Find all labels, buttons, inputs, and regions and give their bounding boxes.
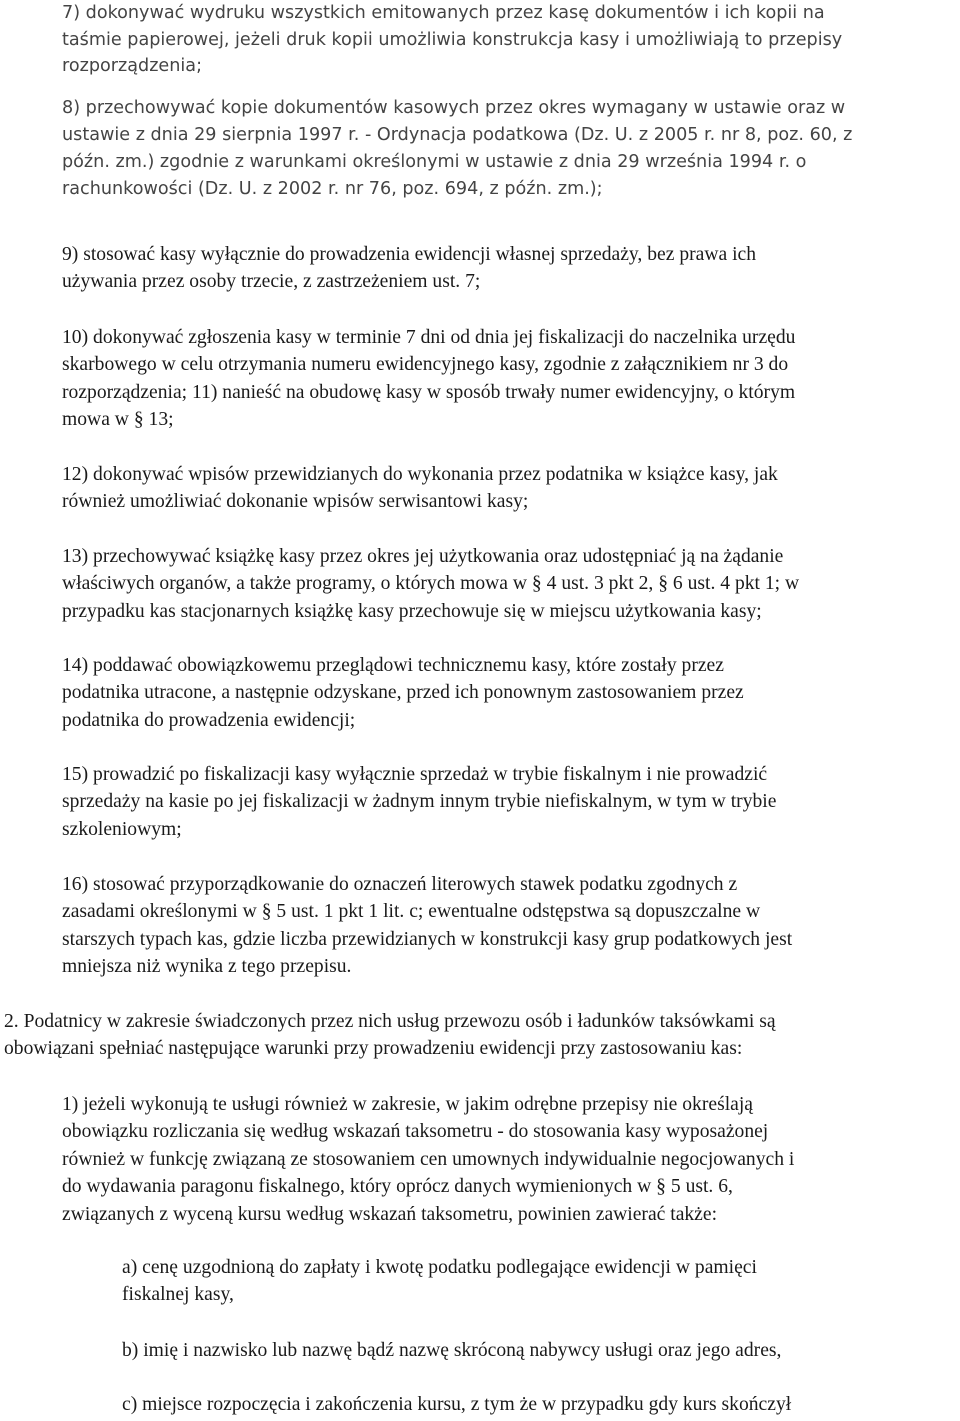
text-line: również umożliwiać dokonanie wpisów serwisantowi kasy; — [62, 491, 529, 513]
text-line: 7) dokonywać wydruku wszystkich emitowanych przez kasę dokumentów i ich kopii na — [62, 3, 825, 23]
text-line: przypadku kas stacjonarnych książkę kasy przechowuje się w miejscu użytkowania kasy; — [62, 600, 762, 622]
text-line: 15) prowadzić po fiskalizacji kasy wyłącznie sprzedaż w trybie fiskalnym i nie prowadzić — [62, 764, 768, 785]
text-line: obowiązani spełniać następujące warunki przy prowadzeniu ewidencji przy zastosowaniu kas: — [4, 1038, 743, 1060]
text-line: 16) stosować przyporządkowanie do oznaczeń literowych stawek podatku zgodnych z — [62, 874, 738, 895]
text-line: 12) dokonywać wpisów przewidzianych do wykonania przez podatnika w książce kasy, jak — [62, 464, 778, 485]
text-line: do wydawania paragonu fiskalnego, który oprócz danych wymienionych w § 5 ust. 6, — [62, 1176, 733, 1198]
paragraph-item-14 — [62, 652, 744, 734]
text-line: starszych typach kas, gdzie liczba przewidzianych w konstrukcji kasy grup podatkowych jest — [62, 928, 793, 950]
section-2-item-1a — [122, 1254, 757, 1309]
text-line: podatnika utracone, a następnie odzyskane, przed ich ponownym zastosowaniem przez — [62, 682, 744, 704]
text-line: podatnika do prowadzenia ewidencji; — [62, 709, 356, 731]
text-line: skarbowego w celu otrzymania numeru ewidencyjnego kasy, zgodnie z załącznikiem nr 3 do — [62, 354, 789, 376]
section-2-heading — [4, 1008, 776, 1063]
text-line: 10) dokonywać zgłoszenia kasy w terminie 7 dni od dnia jej fiskalizacji do naczelnika urzędu — [62, 327, 796, 348]
text-line: 8) przechowywać kopie dokumentów kasowych przez okres wymagany w ustawie oraz w — [62, 98, 846, 118]
paragraph-item-15 — [62, 761, 776, 843]
text-line: 1) jeżeli wykonują te usługi również w zakresie, w jakim odrębne przepisy nie określają — [62, 1094, 753, 1115]
text-line: b) imię i nazwisko lub nazwę bądź nazwę skróconą nabywcy usługi oraz jego adres, — [122, 1340, 782, 1361]
paragraph-item-13 — [62, 543, 799, 625]
text-line: mowa w § 13; — [62, 409, 174, 431]
section-2-item-1b — [122, 1337, 781, 1364]
text-line: c) miejsce rozpoczęcia i zakończenia kursu, z tym że w przypadku gdy kurs skończył — [122, 1394, 792, 1415]
text-line: ustawie z dnia 29 sierpnia 1997 r. - Ordynacja podatkowa (Dz. U. z 2005 r. nr 8, poz. 60, z — [62, 125, 853, 145]
text-line: używania przez osoby trzecie, z zastrzeżeniem ust. 7; — [62, 271, 481, 293]
text-line: 2. Podatnicy w zakresie świadczonych przez nich usług przewozu osób i ładunków taksówkami są — [4, 1011, 776, 1032]
paragraph-item-12 — [62, 461, 778, 516]
text-line: sprzedaży na kasie po jej fiskalizacji w żadnym innym trybie niefiskalnym, w tym w trybie — [62, 791, 777, 813]
paragraph-item-7 — [62, 0, 842, 80]
text-line: 9) stosować kasy wyłącznie do prowadzenia ewidencji własnej sprzedaży, bez prawa ich — [62, 244, 757, 265]
text-line: zasadami określonymi w § 5 ust. 1 pkt 1 lit. c; ewentualne odstępstwa są dopuszczalne w — [62, 901, 761, 923]
text-line: a) cenę uzgodnioną do zapłaty i kwotę podatku podlegające ewidencji w pamięci — [122, 1257, 757, 1278]
paragraph-item-16 — [62, 871, 792, 981]
text-line: obowiązku rozliczania się według wskazań taksometru - do stosowania kasy wyposażonej — [62, 1121, 769, 1143]
paragraph-item-8 — [62, 95, 852, 203]
text-line: również w funkcję związaną ze stosowaniem cen umownych indywidualnie negocjowanych i — [62, 1148, 795, 1170]
paragraph-item-10 — [62, 324, 795, 434]
text-line: rachunkowości (Dz. U. z 2002 r. nr 76, poz. 694, z późn. zm.); — [62, 179, 603, 199]
text-line: mniejsza niż wynika z tego przepisu. — [62, 956, 352, 978]
text-line: właściwych organów, a także programy, o których mowa w § 4 ust. 3 pkt 2, § 6 ust. 4 pkt 1; w — [62, 573, 800, 595]
section-2-item-1c — [122, 1391, 791, 1418]
text-line: późn. zm.) zgodnie z warunkami określonymi w ustawie z dnia 29 września 1994 r. o — [62, 152, 807, 172]
text-line: szkoleniowym; — [62, 818, 182, 840]
section-2-item-1 — [62, 1091, 794, 1228]
paragraph-item-9 — [62, 241, 756, 296]
text-line: 14) poddawać obowiązkowemu przeglądowi technicznemu kasy, które zostały przez — [62, 655, 724, 676]
text-line: taśmie papierowej, jeżeli druk kopii umożliwia konstrukcja kasy i umożliwiają to przepisy — [62, 29, 843, 50]
text-line: 13) przechowywać książkę kasy przez okres jej użytkowania oraz udostępniać ją na żądanie — [62, 546, 784, 567]
text-line: rozporządzenia; 11) nanieść na obudowę kasy w sposób trwały numer ewidencyjny, o którym — [62, 381, 796, 403]
text-line: związanych z wyceną kursu według wskazań taksometru, powinien zawierać także: — [62, 1203, 718, 1225]
text-line: fiskalnej kasy, — [122, 1284, 234, 1306]
text-line: rozporządzenia; — [62, 56, 203, 76]
